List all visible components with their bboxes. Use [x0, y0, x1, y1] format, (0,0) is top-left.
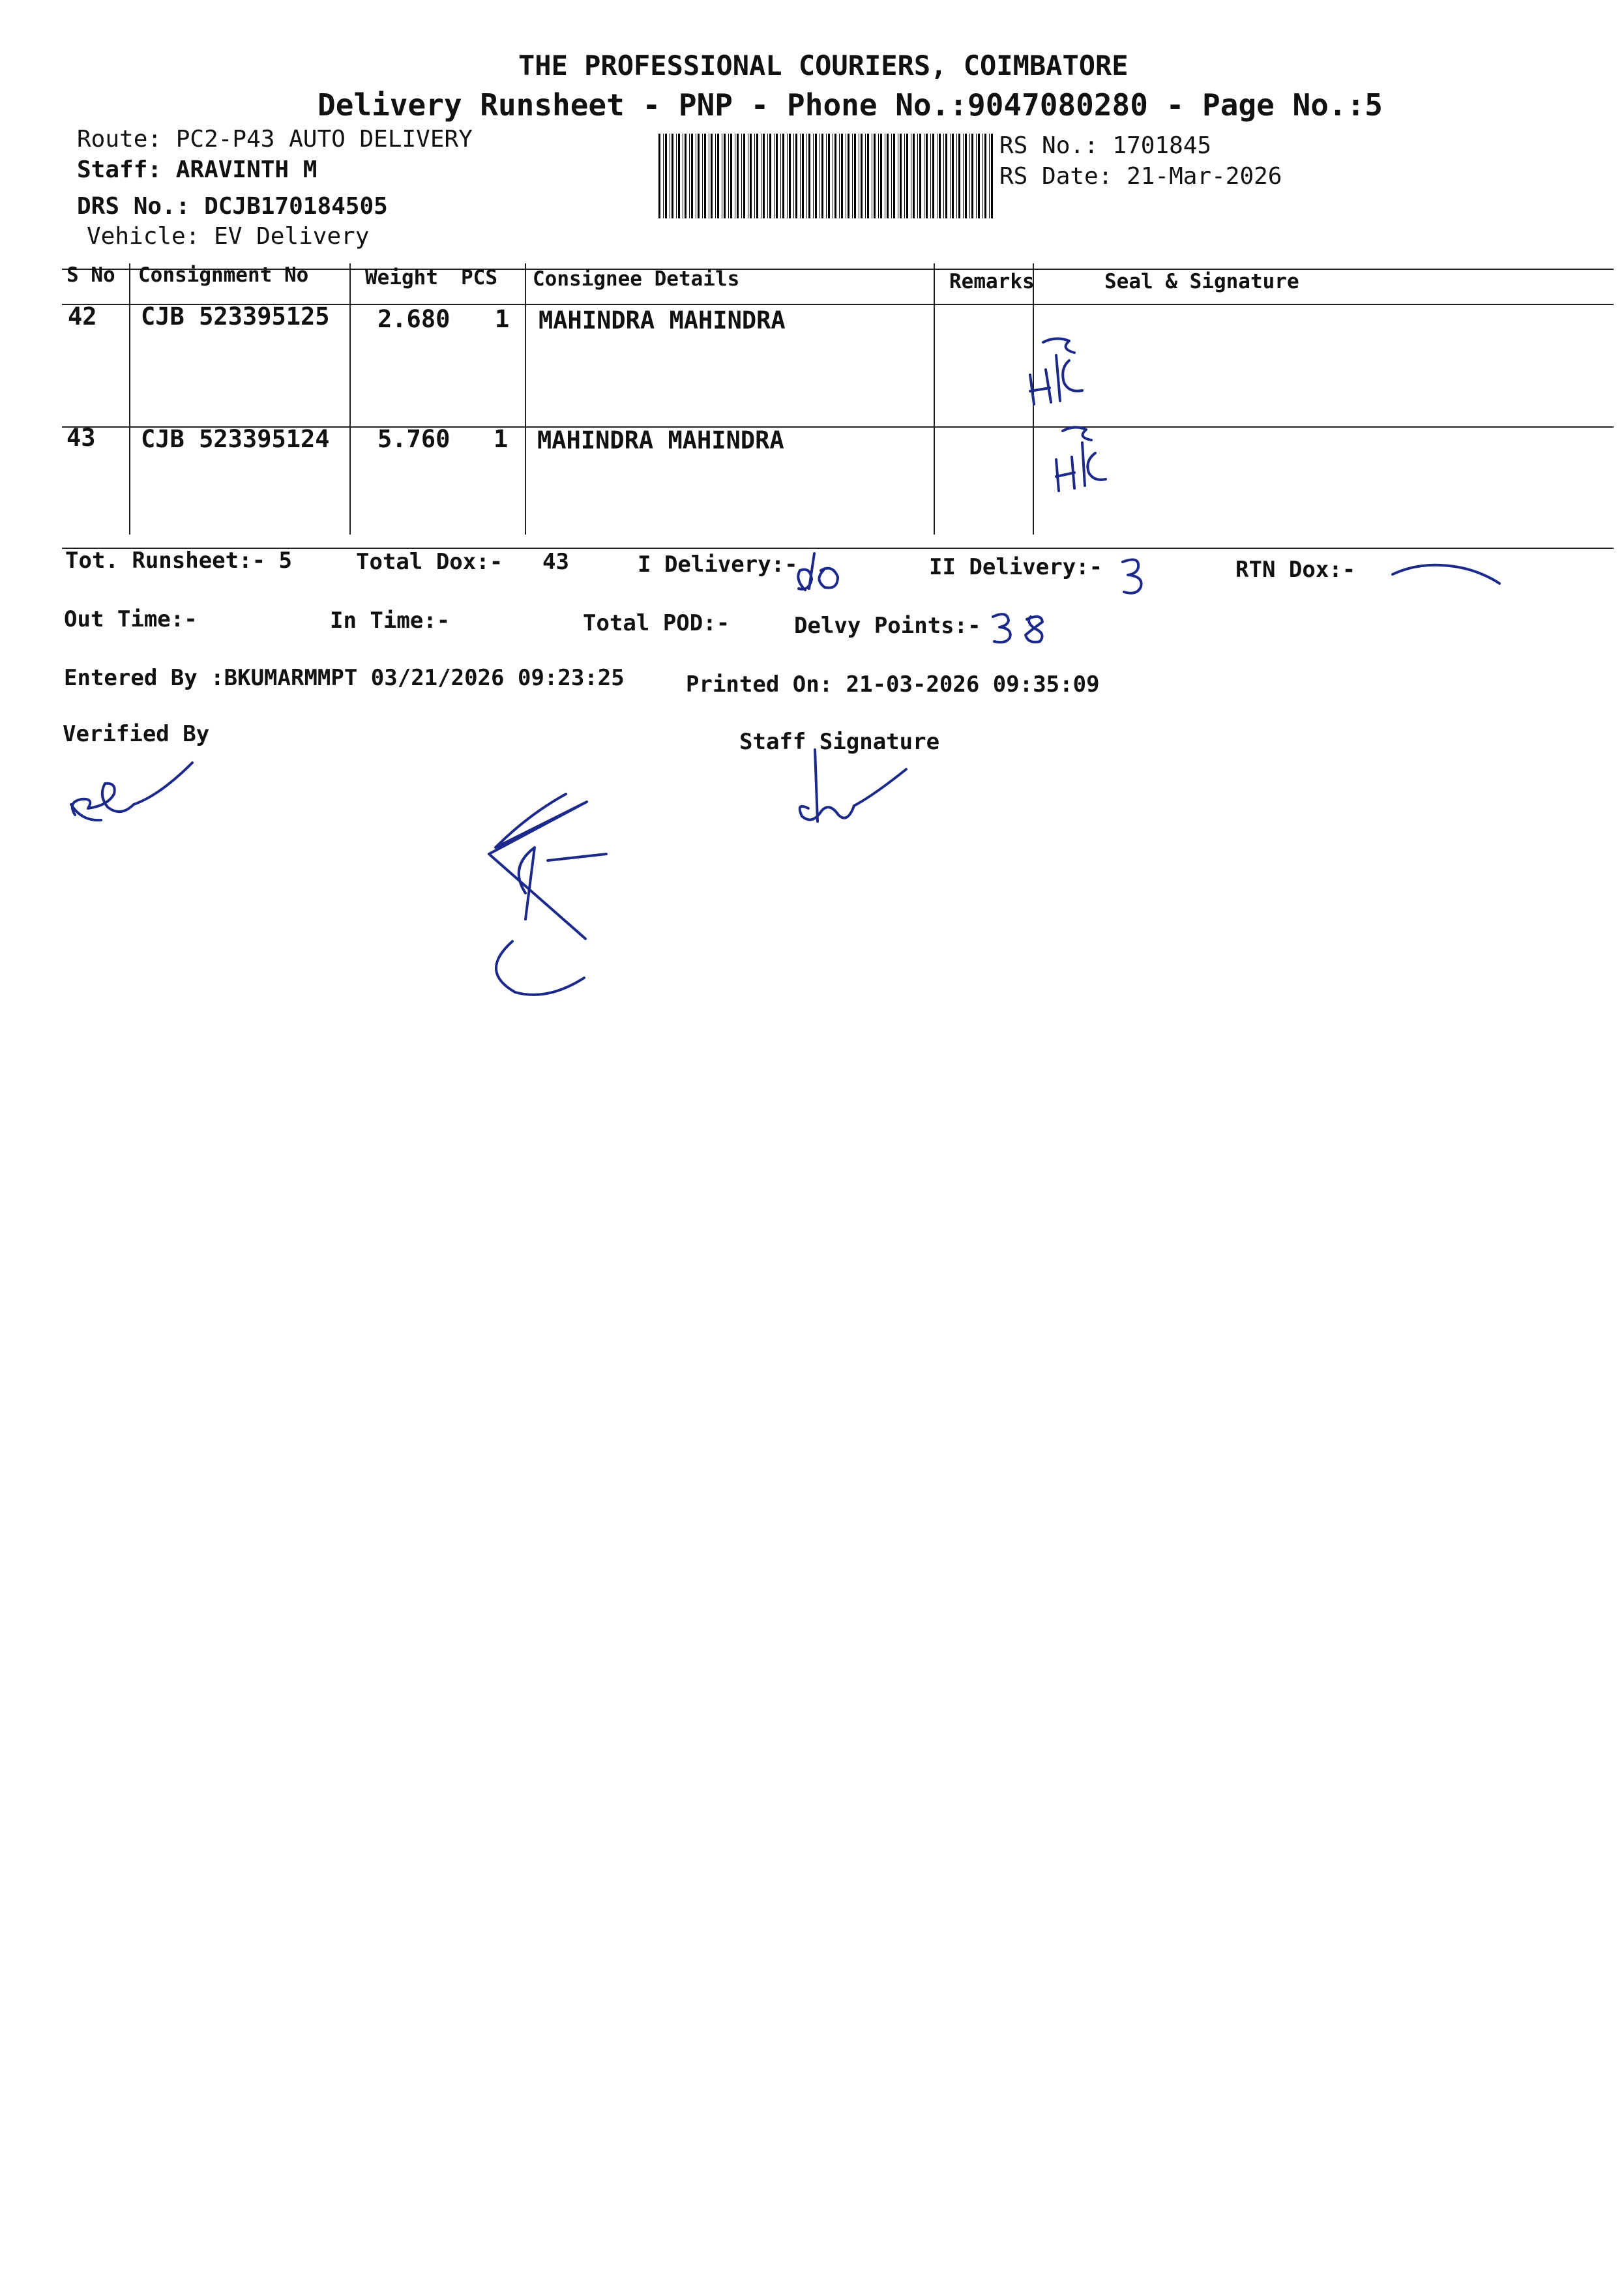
- vehicle-label: Vehicle: EV Delivery: [87, 223, 370, 250]
- route-label: Route: PC2-P43 AUTO DELIVERY: [77, 126, 473, 153]
- col-divider-pcs: [525, 263, 526, 535]
- table-row-pcs: 1: [495, 305, 510, 333]
- barcode: [658, 134, 997, 218]
- rs-date: RS Date: 21-Mar-2026: [999, 163, 1282, 190]
- table-row-consignment: CJB 523395125: [141, 302, 330, 331]
- table-row-weight: 5.760: [377, 425, 450, 453]
- total-runsheet: Tot. Runsheet:- 5: [65, 548, 292, 574]
- handwritten-i-delivery-count: [786, 551, 877, 596]
- th-remarks: Remarks: [949, 270, 1035, 293]
- handwritten-ii-delivery-count: [1115, 553, 1154, 598]
- in-time-label: In Time:-: [330, 608, 450, 634]
- th-weight: Weight: [365, 266, 438, 289]
- total-dox-label: Total Dox:-: [356, 549, 503, 575]
- col-divider-consignee: [934, 263, 935, 535]
- table-row-consignment: CJB 523395124: [141, 425, 330, 453]
- staff-signature-label: Staff Signature: [739, 729, 940, 755]
- rtn-dox-label: RTN Dox:-: [1235, 557, 1356, 583]
- drs-number: DRS No.: DCJB170184505: [77, 193, 388, 220]
- table-row-consignee: MAHINDRA MAHINDRA: [537, 426, 784, 454]
- table-row-pcs: 1: [494, 425, 509, 453]
- handwritten-hc-mark: [1017, 329, 1128, 414]
- i-delivery-label: I Delivery:-: [638, 552, 798, 578]
- total-dox-value: 43: [542, 549, 569, 575]
- table-row-consignee: MAHINDRA MAHINDRA: [539, 306, 786, 334]
- th-sno: S No: [66, 263, 115, 287]
- company-title: THE PROFESSIONAL COURIERS, COIMBATORE: [518, 50, 1129, 81]
- th-seal-signature: Seal & Signature: [1104, 270, 1299, 293]
- large-signature: [469, 789, 619, 1010]
- table-bottom-rule: [62, 548, 1614, 549]
- th-consignment: Consignment No: [138, 263, 309, 287]
- handwritten-delvy-points: [988, 606, 1059, 652]
- entered-by: Entered By :BKUMARMMPT 03/21/2026 09:23:25: [64, 665, 625, 691]
- table-row-weight: 2.680: [377, 305, 450, 333]
- out-time-label: Out Time:-: [64, 606, 198, 632]
- verified-by-signature: [62, 737, 218, 834]
- th-consignee: Consignee Details: [533, 267, 740, 291]
- delvy-points-label: Delvy Points:-: [794, 613, 981, 639]
- th-pcs: PCS: [461, 266, 497, 289]
- printed-on: Printed On: 21-03-2026 09:35:09: [686, 671, 1100, 698]
- table-row-sno: 42: [68, 302, 97, 331]
- staff-label: Staff: ARAVINTH M: [77, 156, 317, 183]
- verified-by-label: Verified By: [63, 721, 210, 747]
- runsheet-subtitle: Delivery Runsheet - PNP - Phone No.:9047080280 - Page No.:5: [317, 87, 1383, 123]
- table-row-sno: 43: [66, 424, 96, 452]
- handwritten-hc-mark: [1043, 420, 1141, 499]
- ii-delivery-label: II Delivery:-: [929, 554, 1103, 580]
- handwritten-rtn-dash: [1389, 557, 1506, 590]
- col-divider-consignment: [349, 263, 351, 535]
- rs-number: RS No.: 1701845: [999, 132, 1212, 159]
- col-divider-sno: [129, 263, 130, 535]
- staff-signature: [789, 743, 932, 834]
- total-pod-label: Total POD:-: [583, 610, 730, 636]
